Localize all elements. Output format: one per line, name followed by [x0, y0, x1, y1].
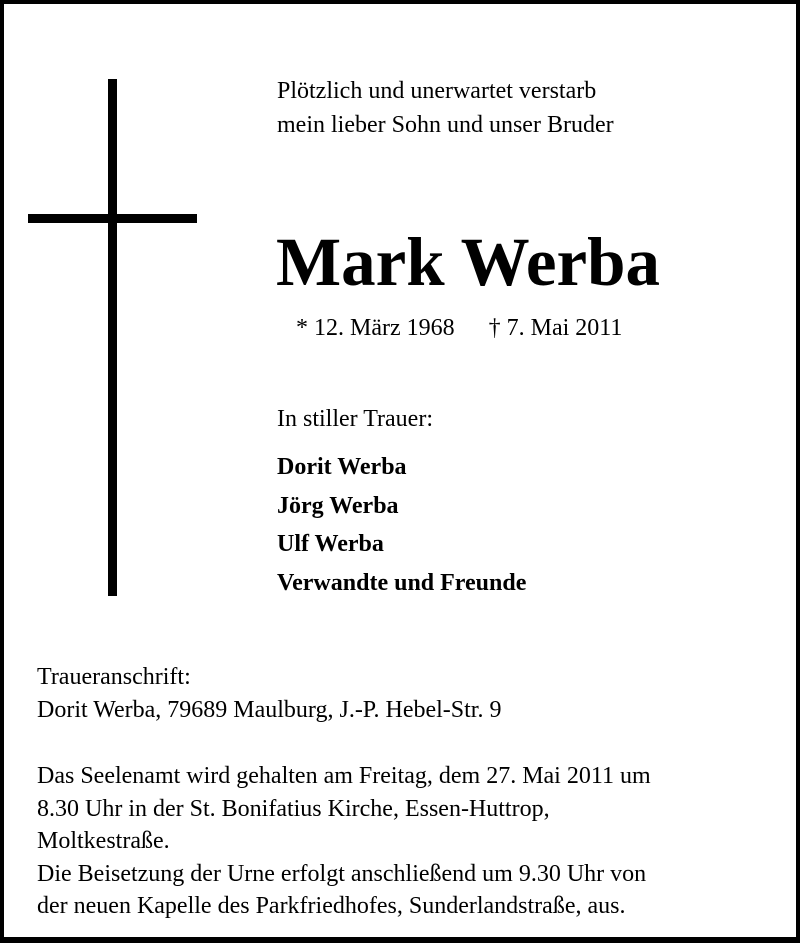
address-text: Dorit Werba, 79689 Maulburg, J.-P. Hebel-Str. 9	[37, 697, 502, 723]
birth-date: * 12. März 1968	[296, 315, 455, 341]
service-line: Moltkestraße.	[37, 828, 170, 854]
cross-vertical-bar	[108, 79, 117, 596]
service-line: Die Beisetzung der Urne erfolgt anschließend um 9.30 Uhr von	[37, 860, 647, 887]
mourning-intro: In stiller Trauer:	[277, 406, 433, 432]
service-info	[37, 760, 651, 923]
service-line: Das Seelenamt wird gehalten am Freitag, dem 27. Mai 2011 um	[37, 763, 651, 789]
intro-text	[277, 74, 614, 142]
service-line: 8.30 Uhr in der St. Bonifatius Kirche, Essen-Huttrop,	[37, 795, 550, 822]
mourners-list	[277, 448, 526, 602]
deceased-name: Mark Werba	[276, 224, 660, 300]
mourner-name: Verwandte und Freunde	[277, 569, 527, 596]
mourner-name: Jörg Werba	[277, 492, 399, 519]
mourner-name: Dorit Werba	[277, 454, 407, 480]
address-label: Traueranschrift:	[37, 664, 191, 690]
mourner-name: Ulf Werba	[277, 531, 384, 557]
intro-line: Plötzlich und unerwartet verstarb	[277, 78, 597, 104]
service-line: der neuen Kapelle des Parkfriedhofes, Sunderlandstraße, aus.	[37, 893, 626, 919]
life-dates	[296, 313, 622, 343]
intro-line: mein lieber Sohn und unser Bruder	[277, 112, 614, 138]
cross-horizontal-bar	[28, 214, 197, 223]
mourning-address	[37, 661, 501, 727]
death-date: † 7. Mai 2011	[488, 315, 623, 341]
